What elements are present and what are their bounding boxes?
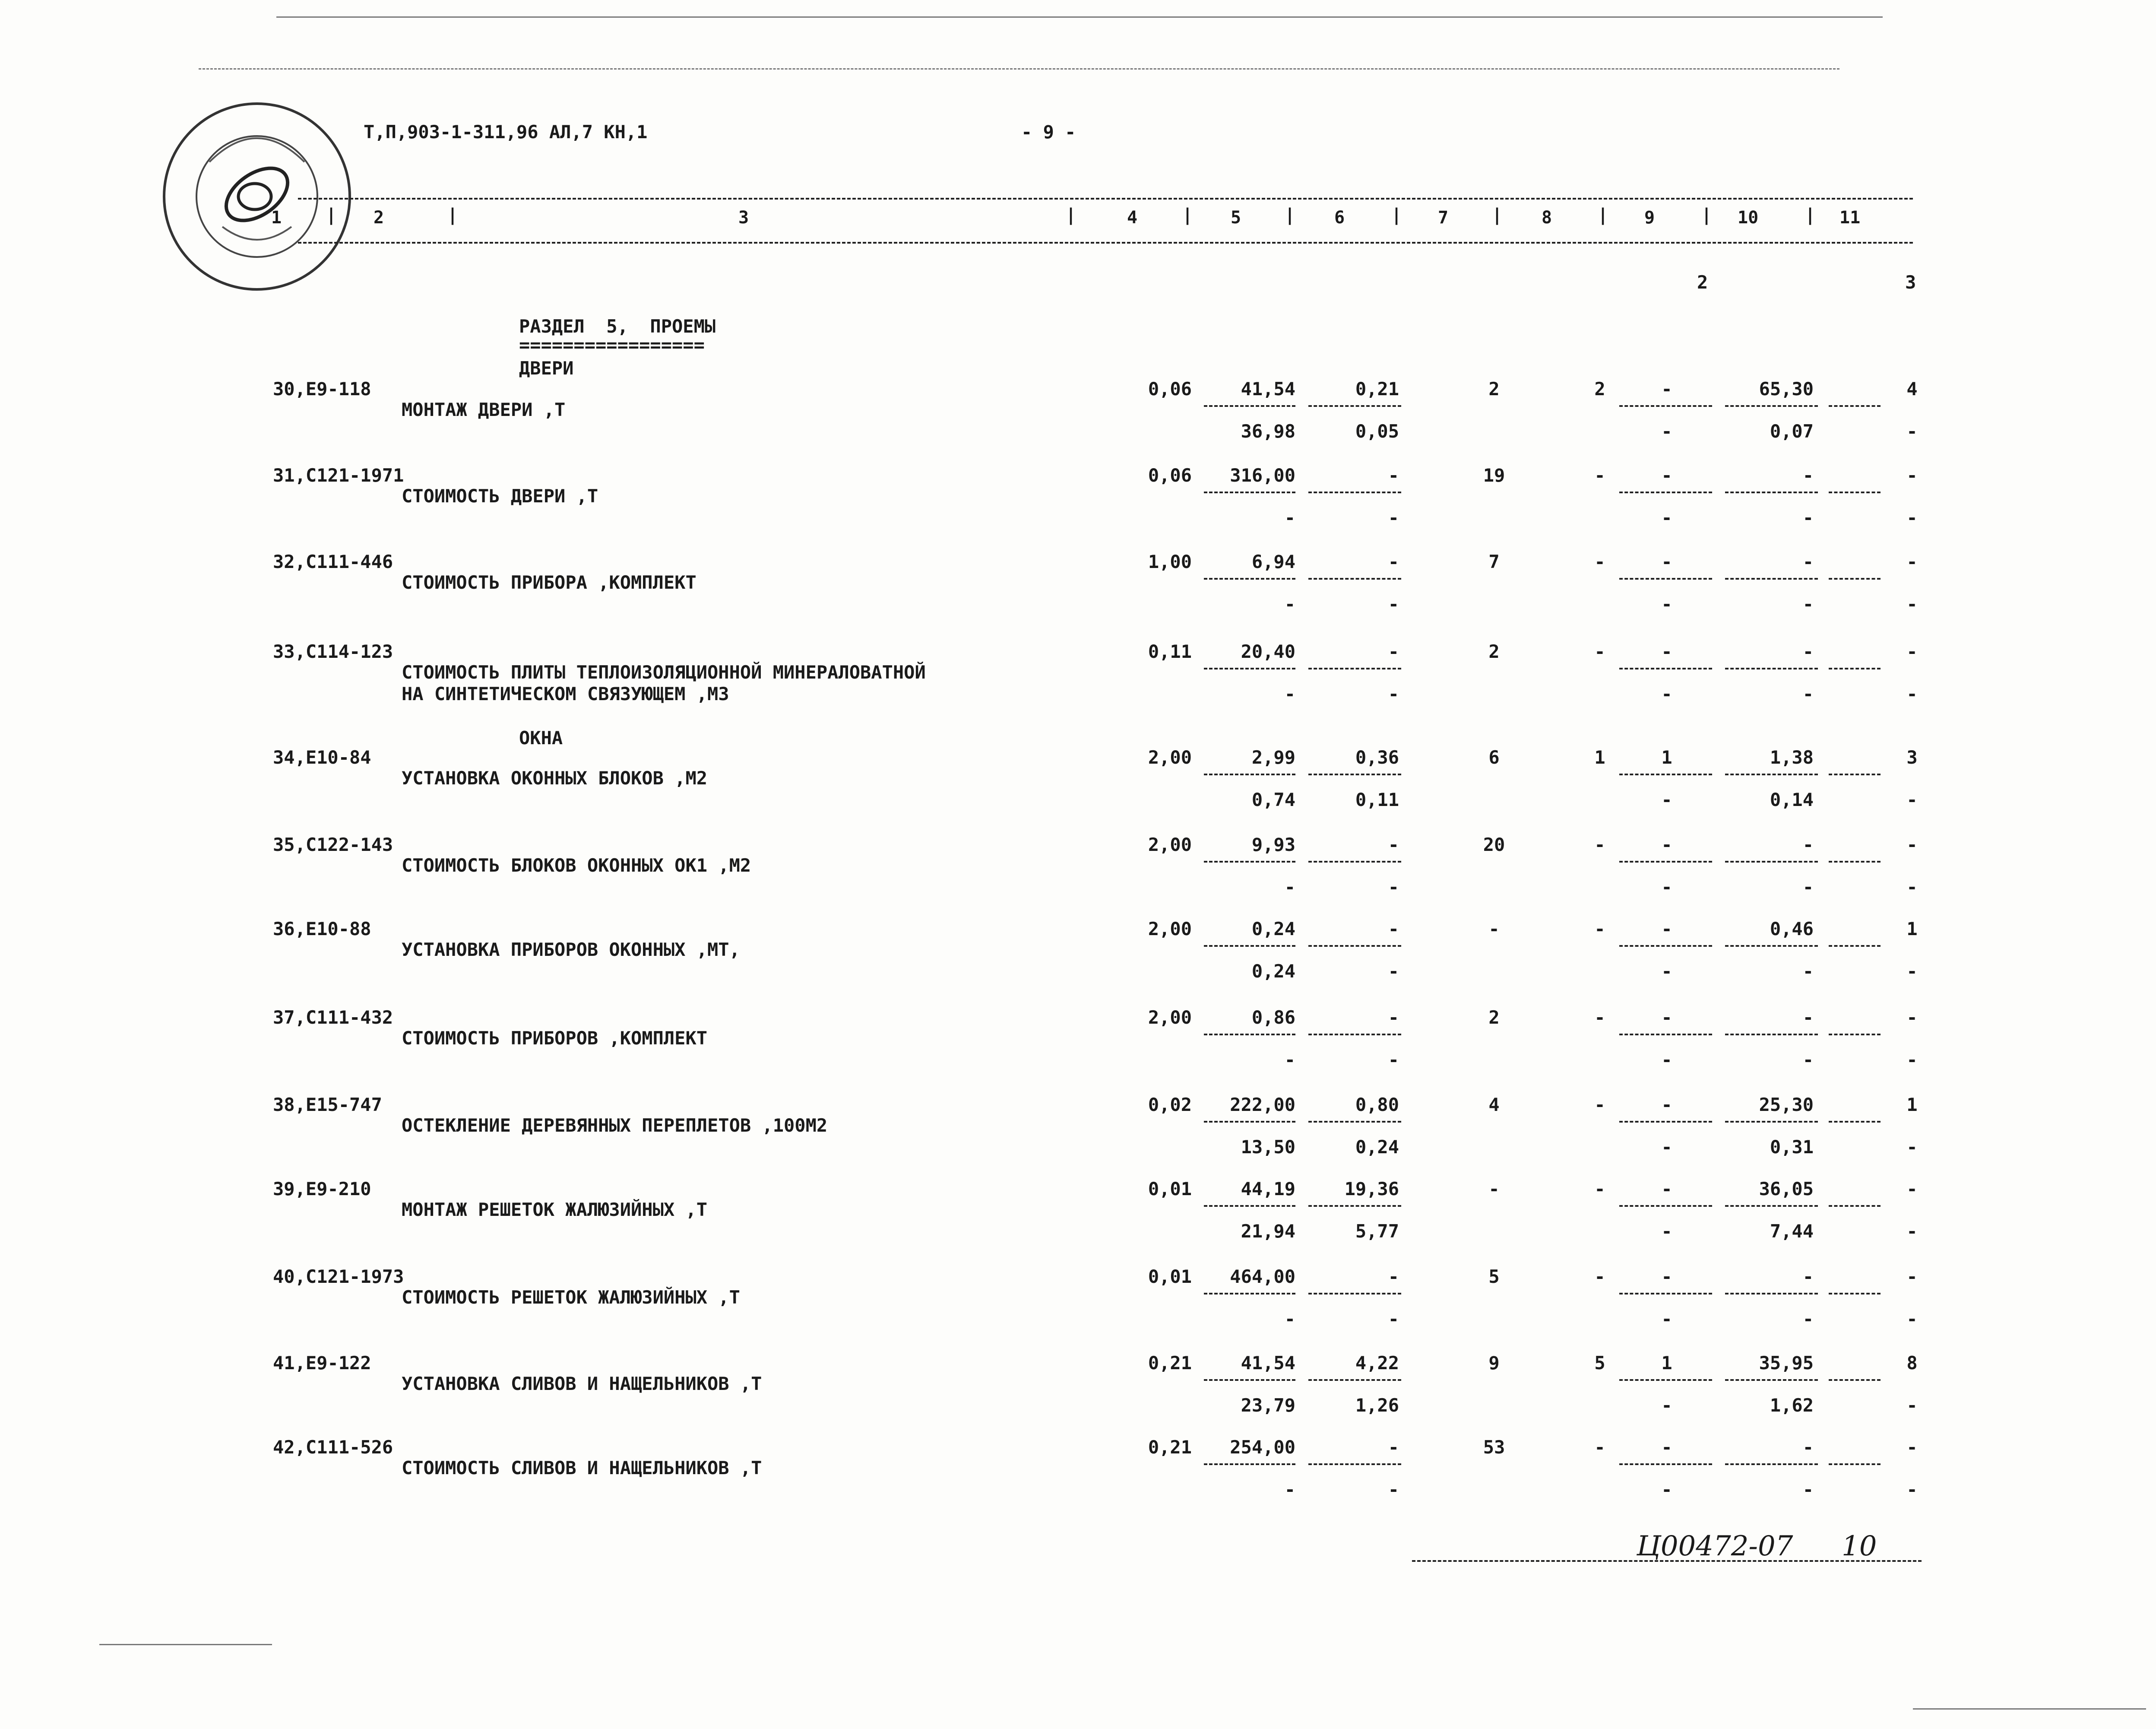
cell-col5-top: 464,00 (1230, 1266, 1295, 1287)
cell-col11-bottom: - (1906, 421, 1918, 442)
fraction-rule (1204, 578, 1295, 580)
cell-col11-bottom: - (1906, 507, 1918, 528)
fraction-rule (1829, 578, 1881, 580)
cell-col11-top: 8 (1906, 1352, 1918, 1374)
cell-col11-top: - (1906, 1437, 1918, 1458)
cell-col8: - (1594, 1094, 1605, 1115)
cell-col5-bottom: - (1284, 593, 1295, 615)
cell-col4: 0,06 (1148, 465, 1192, 486)
fraction-rule (1829, 405, 1881, 407)
cell-col4: 1,00 (1148, 551, 1192, 572)
cell-col9-bottom: - (1661, 1049, 1672, 1070)
cell-col6-bottom: - (1388, 507, 1399, 528)
fraction-rule (1308, 945, 1401, 947)
item-description: УСТАНОВКА ОКОННЫХ БЛОКОВ ,М2 (402, 768, 708, 789)
cell-col5-top: 0,24 (1251, 918, 1295, 939)
cell-col11-top: - (1906, 1007, 1918, 1028)
fraction-rule (1725, 1205, 1818, 1207)
cell-col9-top: - (1661, 641, 1672, 662)
cell-col9-top: - (1661, 1094, 1672, 1115)
header-rule-top (298, 198, 1913, 200)
cell-col9-bottom: - (1661, 593, 1672, 615)
cell-col7: 4 (1488, 1094, 1500, 1115)
cell-col4: 0,21 (1148, 1352, 1192, 1374)
fraction-rule (1619, 1205, 1712, 1207)
cell-col11-top: 3 (1906, 747, 1918, 768)
cell-col6-bottom: - (1388, 961, 1399, 982)
item-description: НА СИНТЕТИЧЕСКОМ СВЯЗУЮЩЕМ ,М3 (402, 683, 729, 704)
cell-col8: 5 (1594, 1352, 1605, 1374)
scan-edge-line (99, 1644, 272, 1645)
fraction-rule (1619, 492, 1712, 493)
cell-col9-bottom: - (1661, 961, 1672, 982)
cell-col9-top: - (1661, 465, 1672, 486)
cell-col7: 19 (1483, 465, 1505, 486)
cell-col10-bottom: - (1802, 593, 1814, 615)
cell-col4: 2,00 (1148, 834, 1192, 855)
cell-col5-top: 41,54 (1241, 378, 1295, 400)
item-code: 40,С121-1973 (273, 1266, 404, 1287)
cell-col7: 9 (1488, 1352, 1500, 1374)
cell-col6-top: - (1388, 1266, 1399, 1287)
cell-col11-top: - (1906, 551, 1918, 572)
page-number: - 9 - (1021, 121, 1076, 143)
col-separator: | (1701, 205, 1712, 225)
cell-col4: 2,00 (1148, 747, 1192, 768)
fraction-rule (1829, 668, 1881, 669)
item-code: 36,Е10-88 (273, 918, 371, 939)
cell-col11-bottom: - (1906, 876, 1918, 898)
fraction-rule (1308, 1379, 1401, 1381)
cell-col4: 0,01 (1148, 1266, 1192, 1287)
cell-col10-bottom: - (1802, 683, 1814, 704)
item-description: СТОИМОСТЬ ДВЕРИ ,Т (402, 485, 598, 507)
cell-col11-bottom: - (1906, 1395, 1918, 1416)
fraction-rule (1725, 405, 1818, 407)
fraction-rule (1308, 1205, 1401, 1207)
item-description: УСТАНОВКА СЛИВОВ И НАЩЕЛЬНИКОВ ,Т (402, 1373, 762, 1394)
header-rule-bottom (298, 242, 1913, 244)
col-separator: | (1598, 205, 1608, 225)
fraction-rule (1725, 668, 1818, 669)
cell-col5-bottom: 0,24 (1251, 961, 1295, 982)
cell-col7: 53 (1483, 1437, 1505, 1458)
cell-col6-top: 19,36 (1344, 1178, 1399, 1199)
cell-col10-top: - (1802, 551, 1814, 572)
cell-col11-bottom: - (1906, 683, 1918, 704)
fraction-rule (1619, 1463, 1712, 1465)
cell-col6-top: 0,21 (1355, 378, 1399, 400)
fraction-rule (1204, 668, 1295, 669)
cell-col9-bottom: - (1661, 1395, 1672, 1416)
fraction-rule (1619, 945, 1712, 947)
cell-col5-top: 0,86 (1251, 1007, 1295, 1028)
cell-col10-bottom: - (1802, 876, 1814, 898)
col-header-7: 7 (1438, 208, 1449, 228)
cell-col4: 2,00 (1148, 1007, 1192, 1028)
cell-col5-top: 44,19 (1241, 1178, 1295, 1199)
fraction-rule (1308, 578, 1401, 580)
cell-col8: - (1594, 1437, 1605, 1458)
cell-col6-bottom: - (1388, 876, 1399, 898)
cell-col5-bottom: 36,98 (1241, 421, 1295, 442)
fraction-rule (1619, 405, 1712, 407)
item-description: СТОИМОСТЬ ПЛИТЫ ТЕПЛОИЗОЛЯЦИОННОЙ МИНЕРАЛОВАТНОЙ (402, 662, 926, 683)
item-description: СТОИМОСТЬ РЕШЕТОК ЖАЛЮЗИЙНЫХ ,Т (402, 1287, 740, 1308)
cell-col8: - (1594, 834, 1605, 855)
cell-col5-bottom: - (1284, 1479, 1295, 1500)
cell-col11-bottom: - (1906, 1479, 1918, 1500)
fraction-rule (1308, 1463, 1401, 1465)
cell-col5-top: 6,94 (1251, 551, 1295, 572)
fraction-rule (1725, 1379, 1818, 1381)
cell-col4: 0,01 (1148, 1178, 1192, 1199)
fraction-rule (1829, 1463, 1881, 1465)
cell-col9-bottom: - (1661, 421, 1672, 442)
cell-col10-bottom: - (1802, 1308, 1814, 1329)
fraction-rule (1829, 1293, 1881, 1294)
cell-col8: - (1594, 641, 1605, 662)
cell-col4: 0,02 (1148, 1094, 1192, 1115)
cell-col10-bottom: 7,44 (1770, 1221, 1814, 1242)
cell-col9-bottom: - (1661, 683, 1672, 704)
scan-edge-line (199, 68, 1839, 70)
fraction-rule (1725, 1121, 1818, 1123)
cell-col6-top: 0,80 (1355, 1094, 1399, 1115)
cell-col6-bottom: 0,11 (1355, 789, 1399, 810)
cell-col10-top: 36,05 (1759, 1178, 1814, 1199)
cell-col5-top: 9,93 (1251, 834, 1295, 855)
fraction-rule (1829, 945, 1881, 947)
fraction-rule (1619, 1293, 1712, 1294)
fraction-rule (1725, 945, 1818, 947)
cell-col11-top: - (1906, 465, 1918, 486)
item-code: 41,Е9-122 (273, 1352, 371, 1374)
cell-col9-bottom: - (1661, 789, 1672, 810)
scan-edge-line (276, 16, 1883, 18)
item-description: СТОИМОСТЬ ПРИБОРОВ ,КОМПЛЕКТ (402, 1028, 708, 1049)
fraction-rule (1829, 492, 1881, 493)
cell-col11-bottom: - (1906, 789, 1918, 810)
cell-col5-bottom: - (1284, 507, 1295, 528)
cell-col7: 20 (1483, 834, 1505, 855)
fraction-rule (1619, 578, 1712, 580)
cell-col10-bottom: 0,31 (1770, 1136, 1814, 1158)
cell-col7: 2 (1488, 378, 1500, 400)
fraction-rule (1725, 578, 1818, 580)
col-header-10: 10 (1738, 208, 1759, 228)
cell-col6-top: - (1388, 641, 1399, 662)
cell-col6-top: - (1388, 834, 1399, 855)
subsection-windows: ОКНА (519, 727, 563, 749)
cell-col5-bottom: 23,79 (1241, 1395, 1295, 1416)
cell-col8: 1 (1594, 747, 1605, 768)
fraction-rule (1204, 1121, 1295, 1123)
cell-col5-top: 20,40 (1241, 641, 1295, 662)
cell-col11-bottom: - (1906, 593, 1918, 615)
cell-col10-top: - (1802, 465, 1814, 486)
cell-col11-top: 1 (1906, 918, 1918, 939)
document-code: Т,П,903-1-311,96 АЛ,7 КН,1 (364, 121, 648, 143)
col-header-1: 1 (271, 208, 282, 228)
col-header-5: 5 (1231, 208, 1241, 228)
item-description: СТОИМОСТЬ ПРИБОРА ,КОМПЛЕКТ (402, 572, 697, 593)
fraction-rule (1204, 1463, 1295, 1465)
item-code: 38,Е15-747 (273, 1094, 382, 1115)
fraction-rule (1204, 1379, 1295, 1381)
item-code: 37,С111-432 (273, 1007, 393, 1028)
item-description: СТОИМОСТЬ СЛИВОВ И НАЩЕЛЬНИКОВ ,Т (402, 1457, 762, 1478)
col-separator: | (1066, 205, 1076, 225)
cell-col7: 5 (1488, 1266, 1500, 1287)
cell-col6-top: 0,36 (1355, 747, 1399, 768)
item-description: СТОИМОСТЬ БЛОКОВ ОКОННЫХ ОК1 ,М2 (402, 855, 751, 876)
fraction-rule (1204, 861, 1295, 863)
item-description: МОНТАЖ ДВЕРИ ,Т (402, 399, 566, 420)
cell-col9-bottom: - (1661, 1221, 1672, 1242)
fraction-rule (1308, 405, 1401, 407)
carry-mark-col11: 3 (1905, 272, 1916, 293)
cell-col5-top: 41,54 (1241, 1352, 1295, 1374)
cell-col8: - (1594, 1178, 1605, 1199)
cell-col11-bottom: - (1906, 1049, 1918, 1070)
cell-col11-top: - (1906, 641, 1918, 662)
cell-col9-top: - (1661, 918, 1672, 939)
cell-col8: 2 (1594, 378, 1605, 400)
cell-col8: - (1594, 465, 1605, 486)
item-code: 42,С111-526 (273, 1437, 393, 1458)
cell-col7: 2 (1488, 641, 1500, 662)
fraction-rule (1204, 405, 1295, 407)
fraction-rule (1308, 1293, 1401, 1294)
cell-col6-bottom: - (1388, 683, 1399, 704)
cell-col6-top: - (1388, 918, 1399, 939)
fraction-rule (1204, 945, 1295, 947)
col-separator: | (447, 205, 458, 225)
cell-col9-bottom: - (1661, 1479, 1672, 1500)
col-header-9: 9 (1644, 208, 1655, 228)
fraction-rule (1204, 1034, 1295, 1035)
footer-handwritten-page: 10 (1842, 1530, 1877, 1562)
cell-col10-bottom: - (1802, 1049, 1814, 1070)
cell-col9-top: - (1661, 834, 1672, 855)
cell-col10-top: - (1802, 641, 1814, 662)
cell-col11-top: - (1906, 1266, 1918, 1287)
cell-col6-top: - (1388, 551, 1399, 572)
fraction-rule (1829, 1121, 1881, 1123)
col-separator: | (1805, 205, 1816, 225)
cell-col9-bottom: - (1661, 1136, 1672, 1158)
cell-col10-top: - (1802, 1266, 1814, 1287)
col-header-4: 4 (1127, 208, 1138, 228)
fraction-rule (1619, 668, 1712, 669)
cell-col5-bottom: 0,74 (1251, 789, 1295, 810)
cell-col9-bottom: - (1661, 1308, 1672, 1329)
item-description: МОНТАЖ РЕШЕТОК ЖАЛЮЗИЙНЫХ ,Т (402, 1199, 708, 1220)
cell-col6-top: - (1388, 1007, 1399, 1028)
cell-col9-top: - (1661, 378, 1672, 400)
section-title: РАЗДЕЛ 5, ПРОЕМЫ (519, 316, 716, 337)
cell-col5-bottom: - (1284, 1308, 1295, 1329)
cell-col11-bottom: - (1906, 1308, 1918, 1329)
fraction-rule (1308, 492, 1401, 493)
cell-col10-top: 65,30 (1759, 378, 1814, 400)
cell-col9-top: 1 (1661, 747, 1672, 768)
cell-col6-top: - (1388, 465, 1399, 486)
fraction-rule (1725, 774, 1818, 775)
scan-edge-line (1913, 1708, 2146, 1710)
cell-col10-bottom: 0,07 (1770, 421, 1814, 442)
organization-seal (158, 97, 356, 296)
cell-col9-top: - (1661, 1178, 1672, 1199)
carry-mark-col9: 2 (1697, 272, 1708, 293)
cell-col9-top: - (1661, 1437, 1672, 1458)
fraction-rule (1725, 1293, 1818, 1294)
cell-col5-top: 2,99 (1251, 747, 1295, 768)
cell-col10-bottom: - (1802, 961, 1814, 982)
cell-col10-top: 0,46 (1770, 918, 1814, 939)
cell-col11-bottom: - (1906, 1221, 1918, 1242)
col-header-2: 2 (374, 208, 384, 228)
cell-col5-top: 222,00 (1230, 1094, 1295, 1115)
cell-col10-top: - (1802, 834, 1814, 855)
fraction-rule (1829, 861, 1881, 863)
cell-col6-bottom: 0,05 (1355, 421, 1399, 442)
fraction-rule (1308, 1034, 1401, 1035)
fraction-rule (1725, 492, 1818, 493)
cell-col4: 0,11 (1148, 641, 1192, 662)
cell-col7: 6 (1488, 747, 1500, 768)
cell-col7: - (1488, 918, 1500, 939)
cell-col5-bottom: - (1284, 876, 1295, 898)
fraction-rule (1204, 1293, 1295, 1294)
cell-col6-bottom: - (1388, 593, 1399, 615)
cell-col9-top: - (1661, 1007, 1672, 1028)
cell-col11-top: 4 (1906, 378, 1918, 400)
cell-col6-bottom: 0,24 (1355, 1136, 1399, 1158)
col-header-11: 11 (1839, 208, 1861, 228)
col-separator: | (1285, 205, 1295, 225)
cell-col5-bottom: 13,50 (1241, 1136, 1295, 1158)
cell-col11-bottom: - (1906, 1136, 1918, 1158)
item-code: 30,Е9-118 (273, 378, 371, 400)
cell-col6-bottom: - (1388, 1049, 1399, 1070)
fraction-rule (1725, 861, 1818, 863)
cell-col9-bottom: - (1661, 876, 1672, 898)
footer-handwritten-code: Ц00472-07 (1637, 1530, 1793, 1562)
col-header-3: 3 (738, 208, 749, 228)
col-separator: | (1492, 205, 1503, 225)
cell-col6-bottom: - (1388, 1308, 1399, 1329)
cell-col11-top: - (1906, 1178, 1918, 1199)
cell-col10-top: 35,95 (1759, 1352, 1814, 1374)
fraction-rule (1619, 1379, 1712, 1381)
cell-col4: 0,06 (1148, 378, 1192, 400)
section-underline: ================= (519, 334, 705, 355)
col-separator: | (326, 205, 337, 225)
cell-col11-bottom: - (1906, 961, 1918, 982)
cell-col10-bottom: 0,14 (1770, 789, 1814, 810)
cell-col7: - (1488, 1178, 1500, 1199)
fraction-rule (1308, 668, 1401, 669)
cell-col10-top: 1,38 (1770, 747, 1814, 768)
col-header-8: 8 (1542, 208, 1552, 228)
cell-col5-top: 254,00 (1230, 1437, 1295, 1458)
cell-col10-bottom: - (1802, 1479, 1814, 1500)
cell-col9-top: 1 (1661, 1352, 1672, 1374)
cell-col9-top: - (1661, 1266, 1672, 1287)
item-code: 39,Е9-210 (273, 1178, 371, 1199)
cell-col8: - (1594, 918, 1605, 939)
col-separator: | (1391, 205, 1402, 225)
fraction-rule (1619, 774, 1712, 775)
fraction-rule (1619, 1034, 1712, 1035)
cell-col5-bottom: - (1284, 1049, 1295, 1070)
subsection-doors: ДВЕРИ (519, 358, 574, 379)
fraction-rule (1829, 1205, 1881, 1207)
cell-col6-top: 4,22 (1355, 1352, 1399, 1374)
cell-col5-top: 316,00 (1230, 465, 1295, 486)
item-code: 32,С111-446 (273, 551, 393, 572)
cell-col10-top: - (1802, 1437, 1814, 1458)
col-header-6: 6 (1334, 208, 1345, 228)
cell-col10-bottom: 1,62 (1770, 1395, 1814, 1416)
cell-col8: - (1594, 1007, 1605, 1028)
fraction-rule (1308, 1121, 1401, 1123)
fraction-rule (1829, 1034, 1881, 1035)
fraction-rule (1204, 492, 1295, 493)
item-description: УСТАНОВКА ПРИБОРОВ ОКОННЫХ ,МТ, (402, 939, 740, 960)
cell-col7: 7 (1488, 551, 1500, 572)
fraction-rule (1829, 774, 1881, 775)
item-code: 35,С122-143 (273, 834, 393, 855)
cell-col9-top: - (1661, 551, 1672, 572)
cell-col8: - (1594, 1266, 1605, 1287)
fraction-rule (1829, 1379, 1881, 1381)
col-separator: | (1182, 205, 1193, 225)
fraction-rule (1308, 861, 1401, 863)
cell-col10-bottom: - (1802, 507, 1814, 528)
fraction-rule (1619, 1121, 1712, 1123)
cell-col11-top: 1 (1906, 1094, 1918, 1115)
cell-col5-bottom: - (1284, 683, 1295, 704)
cell-col9-bottom: - (1661, 507, 1672, 528)
fraction-rule (1308, 774, 1401, 775)
cell-col6-bottom: 5,77 (1355, 1221, 1399, 1242)
cell-col10-top: 25,30 (1759, 1094, 1814, 1115)
cell-col11-top: - (1906, 834, 1918, 855)
cell-col6-top: - (1388, 1437, 1399, 1458)
item-description: ОСТЕКЛЕНИЕ ДЕРЕВЯННЫХ ПЕРЕПЛЕТОВ ,100М2 (402, 1115, 828, 1136)
cell-col10-top: - (1802, 1007, 1814, 1028)
fraction-rule (1204, 774, 1295, 775)
fraction-rule (1725, 1034, 1818, 1035)
item-code: 34,Е10-84 (273, 747, 371, 768)
fraction-rule (1725, 1463, 1818, 1465)
fraction-rule (1204, 1205, 1295, 1207)
cell-col8: - (1594, 551, 1605, 572)
cell-col4: 2,00 (1148, 918, 1192, 939)
cell-col5-bottom: 21,94 (1241, 1221, 1295, 1242)
cell-col4: 0,21 (1148, 1437, 1192, 1458)
cell-col6-bottom: - (1388, 1479, 1399, 1500)
fraction-rule (1619, 861, 1712, 863)
cell-col7: 2 (1488, 1007, 1500, 1028)
cell-col6-bottom: 1,26 (1355, 1395, 1399, 1416)
item-code: 33,С114-123 (273, 641, 393, 662)
item-code: 31,С121-1971 (273, 465, 404, 486)
